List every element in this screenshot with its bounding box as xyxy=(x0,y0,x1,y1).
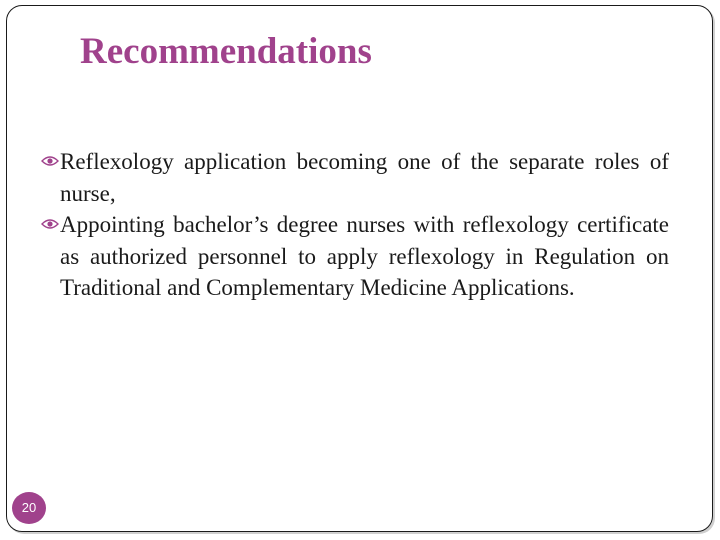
bullet-item xyxy=(60,146,669,209)
eye-bullet-icon xyxy=(41,216,59,232)
slide-content xyxy=(60,146,669,304)
bullet-text: Appointing bachelor’s degree nurses with reflexology certificate as authorized personnel to apply reflexology in Regulation on Traditional and Complementary Medicine Applications. xyxy=(60,212,669,300)
bullet-item xyxy=(60,209,669,304)
eye-bullet-icon xyxy=(41,153,59,169)
page-number-badge: 20 xyxy=(12,492,46,524)
slide-title: Recommendations xyxy=(80,31,372,72)
bullet-text: Reflexology application becoming one of the separate roles of nurse, xyxy=(60,149,669,206)
